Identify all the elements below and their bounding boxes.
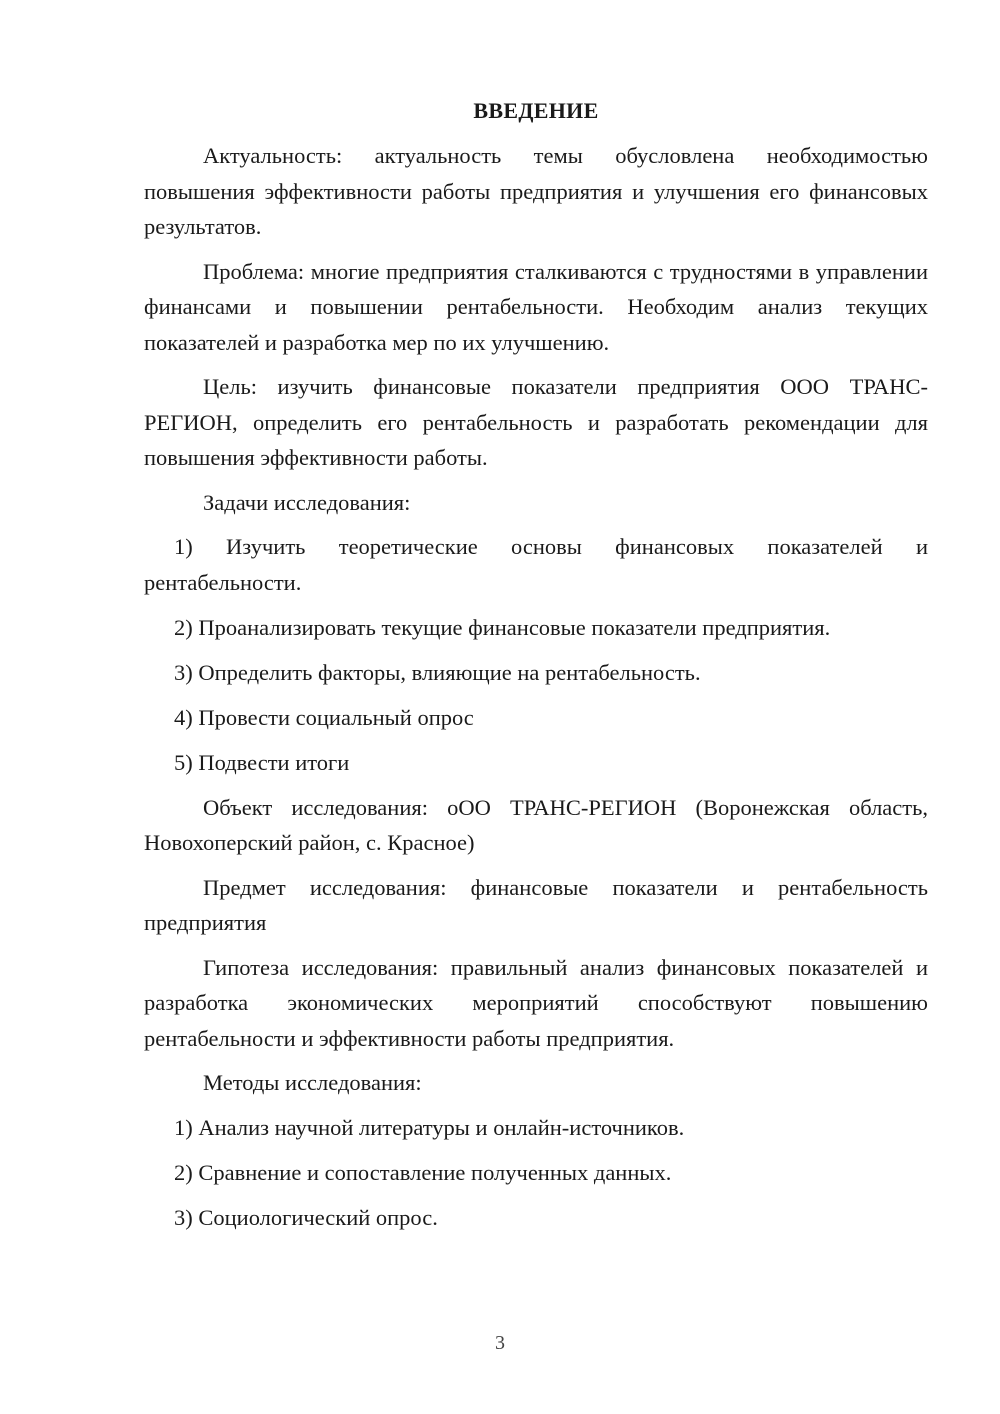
list-item: 3) Определить факторы, влияющие на рентабельность. <box>174 659 701 685</box>
section-title: ВВЕДЕНИЕ <box>473 98 599 123</box>
paragraph-goal: Цель: изучить финансовые показатели предприятия ООО ТРАНС-РЕГИОН, определить его рентабельность и разработать рекомендации для повышения эффективности работы. <box>144 374 928 470</box>
paragraph-hypothesis: Гипотеза исследования: правильный анализ финансовых показателей и разработка экономических мероприятий способствуют повышению рентабельности и эффективности работы предприятия. <box>144 954 928 1051</box>
list-item: 4) Провести социальный опрос <box>174 704 474 730</box>
list-item: 5) Подвести итоги <box>174 749 350 775</box>
list-item: 2) Сравнение и сопоставление полученных данных. <box>174 1159 672 1185</box>
page-number: 3 <box>495 1332 505 1354</box>
paragraph-problem: Проблема: многие предприятия сталкиваются с трудностями в управлении финансами и повышении рентабельности. Необходим анализ текущих показателей и разработка мер по их улучшению. <box>144 258 928 355</box>
list-item: 2) Проанализировать текущие финансовые показатели предприятия. <box>174 614 831 640</box>
tasks-heading: Задачи исследования: <box>203 489 411 515</box>
paragraph-relevance: Актуальность: актуальность темы обусловлена необходимостью повышения эффективности работы предприятия и улучшения его финансовых результатов. <box>144 143 928 239</box>
task-1-line-1: 1) Изучить теоретические основы финансовых показателей и <box>174 534 928 559</box>
page-content <box>144 94 928 1245</box>
paragraph-subject: Предмет исследования: финансовые показатели и рентабельность предприятия <box>144 874 928 935</box>
task-1-line-2: рентабельности. <box>144 569 302 595</box>
list-item: 1) Анализ научной литературы и онлайн-источников. <box>174 1114 685 1140</box>
paragraph-object: Объект исследования: оОО ТРАНС-РЕГИОН (Воронежская область, Новохоперский район, с. Красное) <box>144 794 928 855</box>
list-item <box>144 529 928 600</box>
list-item: 3) Социологический опрос. <box>174 1204 438 1230</box>
methods-heading: Методы исследования: <box>203 1070 422 1095</box>
